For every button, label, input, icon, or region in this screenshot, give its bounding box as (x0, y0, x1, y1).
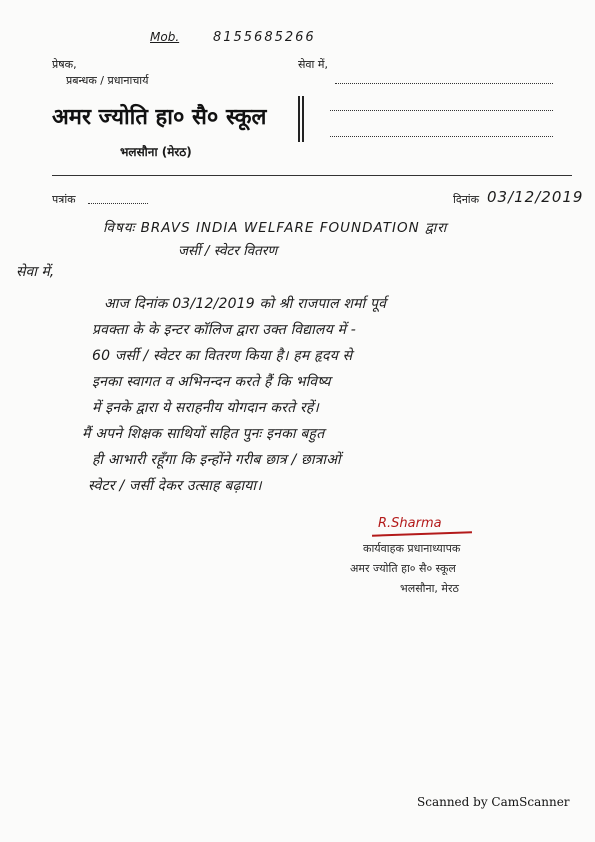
school-name: अमर ज्योति हा० सै० स्कूल (52, 105, 267, 130)
stamp-line: भलसौना, मेरठ (400, 582, 459, 595)
sender-label: प्रेषक, (52, 58, 77, 71)
date-label: दिनांक (453, 193, 480, 206)
stamp-line: अमर ज्योति हा० सै० स्कूल (350, 562, 456, 575)
recipient-line-2 (330, 110, 553, 111)
sender-role: प्रबन्धक / प्रधानाचार्य (66, 74, 149, 87)
signature-underline (372, 531, 472, 536)
signature: R.Sharma (378, 516, 442, 531)
date-value: 03/12/2019 (487, 188, 584, 206)
mobile-number (150, 30, 316, 45)
body-line: स्वेटर / जर्सी देकर उत्साह बढ़ाया। (88, 478, 262, 494)
salutation: सेवा में, (16, 264, 55, 280)
reference-line (88, 203, 148, 204)
recipient-line-3 (330, 136, 553, 137)
mobile-value: 8155685266 (212, 30, 316, 45)
body-line: में इनके द्वारा ये सराहनीय योगदान करते रहें। (92, 400, 320, 416)
subject-line-2: जर्सी / स्वेटर वितरण (178, 243, 278, 259)
recipient-label: सेवा में, (298, 58, 328, 71)
school-place: भलसौना (मेरठ) (120, 145, 192, 159)
mobile-label: Mob. (150, 30, 180, 44)
scanner-footer: Scanned by CamScanner (417, 795, 570, 809)
body-line: 60 जर्सी / स्वेटर का वितरण किया है। हम हृदय से (92, 348, 353, 364)
body-line: प्रवक्ता के के इन्टर कॉलिज द्वारा उक्त विद्यालय में - (92, 322, 357, 338)
stamp-line: कार्यवाहक प्रधानाध्यापक (363, 542, 461, 555)
subject-line-1: विषयः BRAVS INDIA WELFARE FOUNDATION द्वारा (103, 220, 448, 236)
body-line: ही आभारी रहूँगा कि इन्होंने गरीब छात्र / छात्राओं (92, 452, 341, 468)
body-line: इनका स्वागत व अभिनन्दन करते हैं कि भविष्य (92, 374, 331, 390)
body-line: मैं अपने शिक्षक साथियों सहित पुनः इनका बहुत (82, 426, 325, 442)
header-rule (52, 175, 572, 176)
body-line: आज दिनांक 03/12/2019 को श्री राजपाल शर्मा पूर्व (104, 296, 387, 312)
letterhead-divider-inner (302, 96, 304, 142)
letterhead-divider (298, 96, 300, 142)
reference-label: पत्रांक (52, 193, 76, 206)
recipient-line-1 (335, 83, 553, 84)
